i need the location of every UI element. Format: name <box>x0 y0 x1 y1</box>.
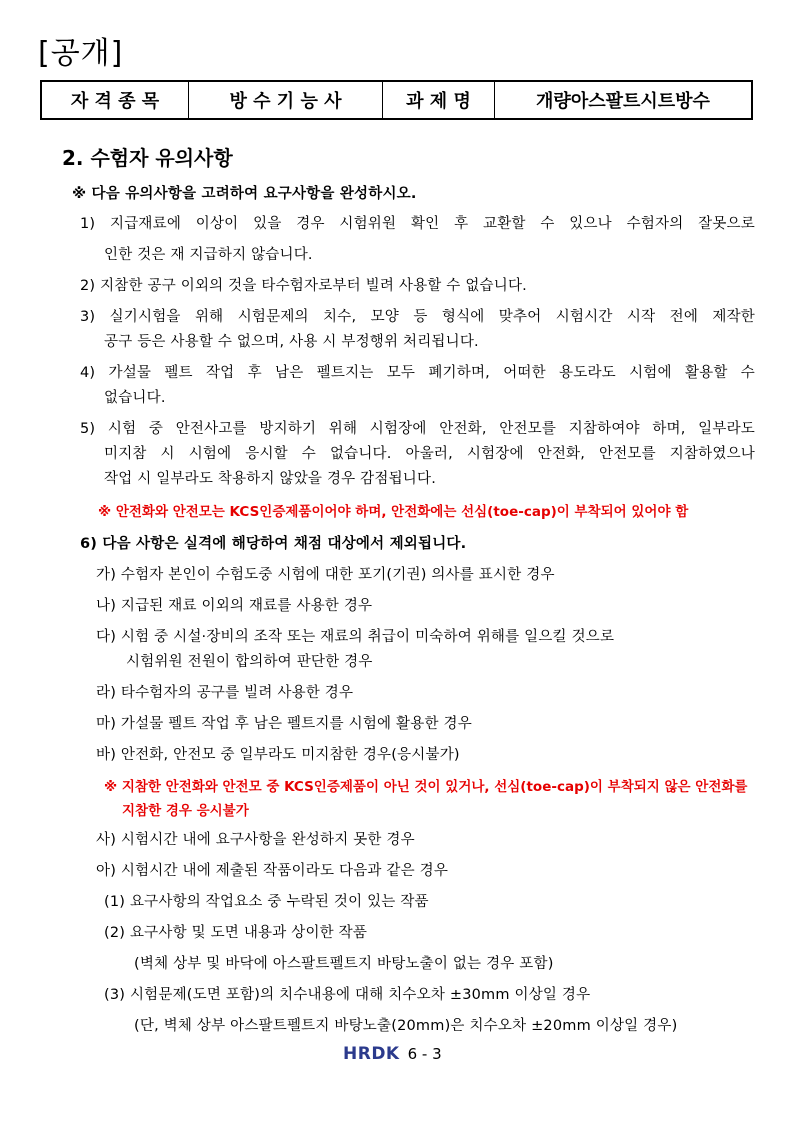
page-number: 6 - 3 <box>407 1045 442 1063</box>
item-5-line-2: 미지참 시 시험에 응시할 수 없습니다. 아울러, 시험장에 안전화, 안전모를 지참하였으나 <box>104 446 755 462</box>
item-2: 2) 지참한 공구 이외의 것을 타수험자로부터 빌려 사용할 수 없습니다. <box>80 278 527 294</box>
item-6-na: 나) 지급된 재료 이외의 재료를 사용한 경우 <box>96 598 373 614</box>
item-6-ra: 라) 타수험자의 공구를 빌려 사용한 경우 <box>96 685 354 701</box>
section-title: 2. 수험자 유의사항 <box>62 146 233 170</box>
item-6-da-line-1: 다) 시험 중 시설·장비의 조작 또는 재료의 취급이 미숙하여 위해를 일으킬 것으로 <box>96 629 615 645</box>
header-table <box>40 80 753 120</box>
item-1-line-1: 1) 지급재료에 이상이 있을 경우 시험위원 확인 후 교환할 수 있으나 수험자의 잘못으로 <box>80 216 755 232</box>
disqualify-note-red-line-1: ※ 지참한 안전화와 안전모 중 KCS인증제품이 아닌 것이 있거나, 선심(toe-cap)이 부착되지 않은 안전화를 <box>104 779 748 795</box>
item-6-sa: 사) 시험시간 내에 요구사항을 완성하지 못한 경우 <box>96 832 415 848</box>
item-3-line-2: 공구 등은 사용할 수 없으며, 사용 시 부정행위 처리됩니다. <box>104 334 479 350</box>
item-3-line-1: 3) 실기시험을 위해 시험문제의 치수, 모양 등 형식에 맞추어 시험시간 시작 전에 제작한 <box>80 309 755 325</box>
item-1-line-2: 인한 것은 재 지급하지 않습니다. <box>104 247 313 263</box>
document-title: [공개] <box>38 36 124 71</box>
sub-item-2: (2) 요구사항 및 도면 내용과 상이한 작품 <box>104 925 368 941</box>
item-6-da-line-2: 시험위원 전원이 합의하여 판단한 경우 <box>126 654 373 670</box>
page-footer <box>343 1044 442 1064</box>
sub-item-1: (1) 요구사항의 작업요소 중 누락된 것이 있는 작품 <box>104 894 429 910</box>
hrdk-logo: HRDK <box>343 1044 400 1064</box>
item-4-line-2: 없습니다. <box>104 390 166 406</box>
sub-item-3-detail: (단, 벽체 상부 아스팔트펠트지 바탕노출(20mm)은 치수오차 ±20mm 이상일 경우) <box>134 1018 678 1034</box>
item-6-heading: 6) 다음 사항은 실격에 해당하여 채점 대상에서 제외됩니다. <box>80 536 467 552</box>
intro-note: ※ 다음 유의사항을 고려하여 요구사항을 완성하시오. <box>72 186 417 202</box>
item-5-line-1: 5) 시험 중 안전사고를 방지하기 위해 시험장에 안전화, 안전모를 지참하여야 하며, 일부라도 <box>80 421 755 437</box>
item-6-ba: 바) 안전화, 안전모 중 일부라도 미지참한 경우(응시불가) <box>96 747 460 763</box>
header-label-task: 과 제 명 <box>383 81 495 119</box>
disqualify-note-red-line-2: 지참한 경우 응시불가 <box>122 803 249 819</box>
header-value-qualification: 방 수 기 능 사 <box>189 81 383 119</box>
item-6-ga: 가) 수험자 본인이 수험도중 시험에 대한 포기(기권) 의사를 표시한 경우 <box>96 567 555 583</box>
sub-item-2-detail: (벽체 상부 및 바닥에 아스팔트펠트지 바탕노출이 없는 경우 포함) <box>134 956 554 972</box>
sub-item-3: (3) 시험문제(도면 포함)의 치수내용에 대해 치수오차 ±30mm 이상일 경우 <box>104 987 591 1003</box>
header-label-qualification: 자 격 종 목 <box>41 81 189 119</box>
item-5-line-3: 작업 시 일부라도 착용하지 않았을 경우 감점됩니다. <box>104 471 437 487</box>
item-4-line-1: 4) 가설물 펠트 작업 후 남은 펠트지는 모두 폐기하며, 어떠한 용도라도 시험에 활용할 수 <box>80 365 755 381</box>
header-value-task: 개량아스팔트시트방수 <box>495 81 753 119</box>
item-6-ma: 마) 가설물 펠트 작업 후 남은 펠트지를 시험에 활용한 경우 <box>96 716 472 732</box>
item-6-ah: 아) 시험시간 내에 제출된 작품이라도 다음과 같은 경우 <box>96 863 449 879</box>
safety-note-red: ※ 안전화와 안전모는 KCS인증제품이어야 하며, 안전화에는 선심(toe-cap)이 부착되어 있어야 함 <box>98 504 689 520</box>
